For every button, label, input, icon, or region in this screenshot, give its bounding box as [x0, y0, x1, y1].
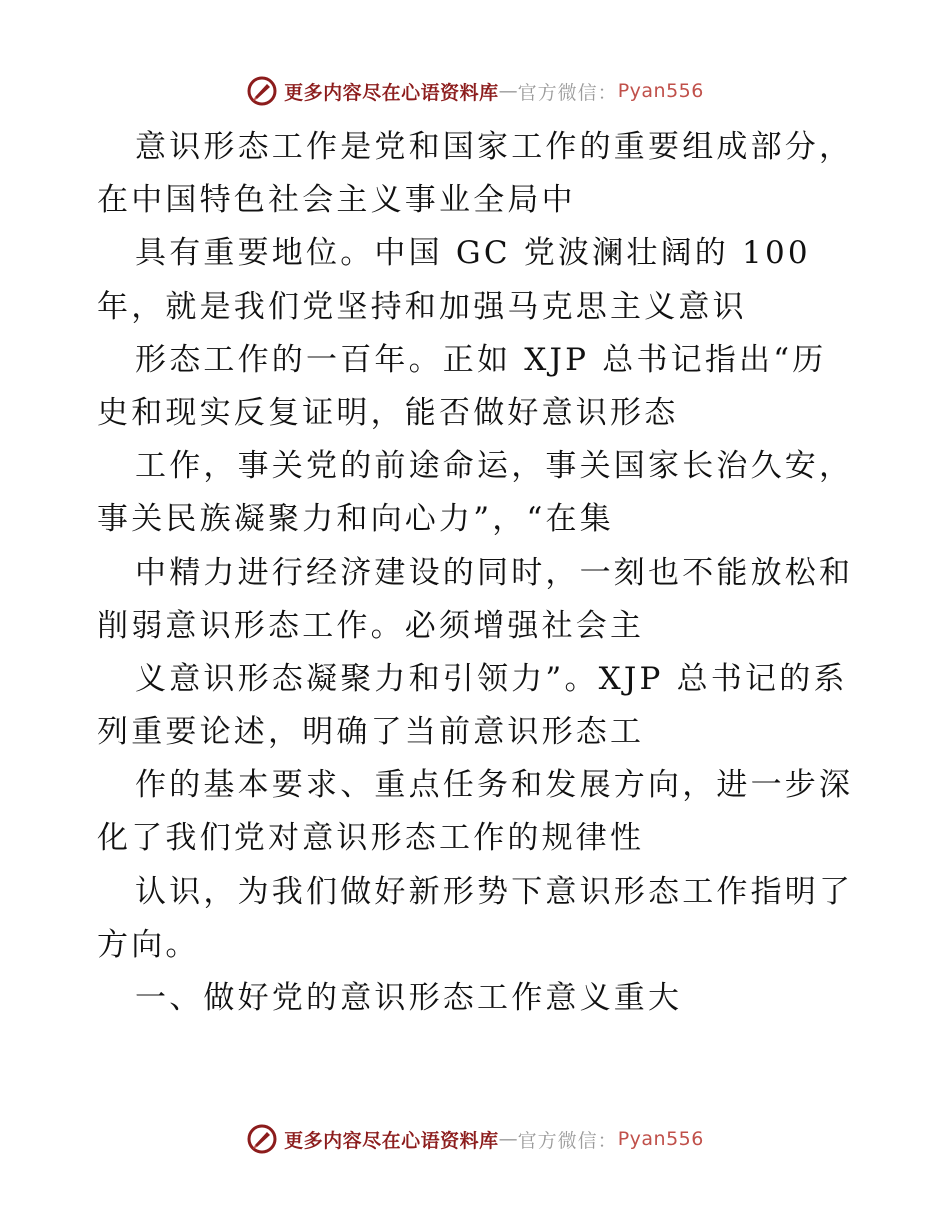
body-line: 形态工作的一百年。正如 XJP 总书记指出“历	[135, 341, 827, 378]
banner-account-id: Pyan556	[617, 80, 704, 102]
body-line: 史和现实反复证明，能否做好意识形态	[97, 394, 679, 431]
body-line: 在中国特色社会主义事业全局中	[97, 182, 576, 219]
footer-watermark	[0, 1119, 950, 1159]
body-line: 工作，事关党的前途命运，事关国家长治久安，	[135, 448, 854, 485]
body-line: 中精力进行经济建设的同时，一刻也不能放松和	[135, 554, 854, 591]
document-body	[97, 121, 857, 1025]
pen-in-circle-logo-icon	[246, 75, 278, 107]
header-watermark	[0, 71, 950, 111]
banner-main-text: 更多内容尽在心语资料库	[284, 1129, 499, 1152]
body-line: 具有重要地位。中国 GC 党波澜壮阔的 100	[135, 235, 811, 272]
body-line: 化了我们党对意识形态工作的规律性	[97, 820, 645, 857]
banner-separator: —	[498, 80, 518, 102]
body-line: 意识形态工作是党和国家工作的重要组成部分，	[135, 129, 854, 165]
banner-main-text: 更多内容尽在心语资料库	[284, 81, 499, 104]
body-line: 削弱意识形态工作。必须增强社会主	[97, 607, 645, 644]
banner-wechat-label: 官方微信：	[517, 1129, 618, 1152]
body-line: 列重要论述，明确了当前意识形态工	[97, 714, 645, 751]
body-line: 事关民族凝聚力和向心力”，“在集	[97, 501, 614, 538]
pen-in-circle-logo-icon	[246, 1123, 278, 1155]
body-line: 认识，为我们做好新形势下意识形态工作指明了	[135, 873, 854, 910]
banner-wechat-label: 官方微信：	[517, 81, 618, 104]
banner-separator: —	[498, 1128, 518, 1150]
body-line: 年，就是我们党坚持和加强马克思主义意识	[97, 288, 747, 325]
section-heading: 一、做好党的意识形态工作意义重大	[135, 980, 683, 1016]
banner-account-id: Pyan556	[617, 1128, 704, 1150]
body-line: 方向。	[97, 926, 200, 963]
body-line: 作的基本要求、重点任务和发展方向，进一步深	[135, 767, 854, 804]
body-line: 义意识形态凝聚力和引领力”。XJP 总书记的系	[135, 660, 848, 697]
